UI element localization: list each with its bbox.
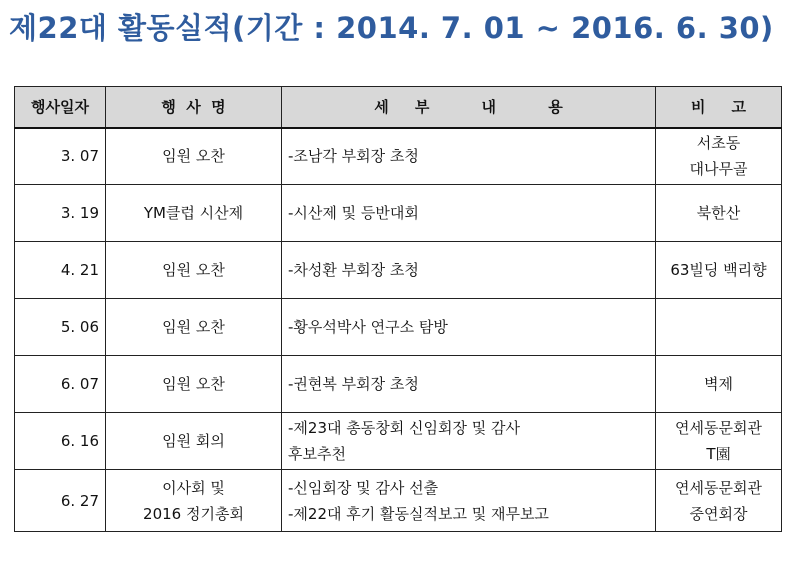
remarks-cell <box>656 185 782 242</box>
event-name-cell <box>106 470 282 532</box>
table-body <box>15 128 782 532</box>
header-date: 행사일자 <box>15 87 106 128</box>
date-cell: 3. 19 <box>15 185 106 242</box>
details-cell <box>282 470 656 532</box>
header-details: 세 부 내 용 <box>282 87 656 128</box>
remarks-cell <box>656 128 782 185</box>
remarks-cell <box>656 413 782 470</box>
activity-table <box>14 86 782 532</box>
table-row <box>15 356 782 413</box>
date-cell: 6. 27 <box>15 470 106 532</box>
details-line: -제23대 총동창회 신임회장 및 감사 <box>288 419 520 437</box>
table-row <box>15 242 782 299</box>
event-name-cell <box>106 242 282 299</box>
remarks-line: 북한산 <box>696 204 741 222</box>
remarks-cell <box>656 470 782 532</box>
table-row <box>15 299 782 356</box>
remarks-line: 벽제 <box>704 375 733 393</box>
remarks-line: T園 <box>706 445 731 463</box>
event-name-cell <box>106 185 282 242</box>
details-cell <box>282 128 656 185</box>
details-cell <box>282 413 656 470</box>
event-line: YM클럽 시산제 <box>143 204 244 222</box>
event-name-cell <box>106 299 282 356</box>
remarks-cell <box>656 299 782 356</box>
remarks-cell <box>656 242 782 299</box>
date-cell: 3. 07 <box>15 128 106 185</box>
event-name-cell <box>106 128 282 185</box>
details-line: -차성환 부회장 초청 <box>288 261 419 279</box>
event-name-cell <box>106 356 282 413</box>
table-header-row <box>15 87 782 128</box>
details-line: -조남각 부회장 초청 <box>288 147 419 166</box>
details-cell <box>282 299 656 356</box>
remarks-line: 63빌딩 백리향 <box>670 261 767 279</box>
remarks-line: 연세동문회관 <box>675 478 762 497</box>
header-event-name: 행 사 명 <box>106 87 282 128</box>
date-cell: 5. 06 <box>15 299 106 356</box>
date-cell: 6. 07 <box>15 356 106 413</box>
details-line: 후보추천 <box>288 445 346 463</box>
event-line: 임원 오찬 <box>162 261 225 279</box>
details-line: -황우석박사 연구소 탐방 <box>288 318 448 336</box>
details-line: -제22대 후기 활동실적보고 및 재무보고 <box>288 504 549 523</box>
table-row <box>15 128 782 185</box>
table-row <box>15 413 782 470</box>
remarks-line: 중연회장 <box>689 504 748 523</box>
table-row <box>15 470 782 532</box>
details-cell <box>282 356 656 413</box>
details-line: -권현복 부회장 초청 <box>288 375 419 393</box>
remarks-cell <box>656 356 782 413</box>
event-line: 2016 정기총회 <box>143 504 244 523</box>
event-line: 임원 회의 <box>162 432 225 450</box>
remarks-line: 서초동 <box>696 134 741 153</box>
page-title: 제22대 활동실적(기간 : 2014. 7. 01 ~ 2016. 6. 30) <box>9 11 774 45</box>
event-name-cell <box>106 413 282 470</box>
remarks-line: 연세동문회관 <box>675 419 762 437</box>
date-cell: 4. 21 <box>15 242 106 299</box>
header-remarks: 비 고 <box>656 87 782 128</box>
event-line: 임원 오찬 <box>162 318 225 336</box>
details-line: -시산제 및 등반대회 <box>288 204 419 222</box>
details-line: -신임회장 및 감사 선출 <box>288 478 439 497</box>
remarks-line: 대나무골 <box>689 160 748 179</box>
table-row <box>15 185 782 242</box>
date-cell: 6. 16 <box>15 413 106 470</box>
details-cell <box>282 242 656 299</box>
event-line: 이사회 및 <box>162 478 225 497</box>
event-line: 임원 오찬 <box>162 147 225 166</box>
details-cell <box>282 185 656 242</box>
event-line: 임원 오찬 <box>162 375 225 393</box>
